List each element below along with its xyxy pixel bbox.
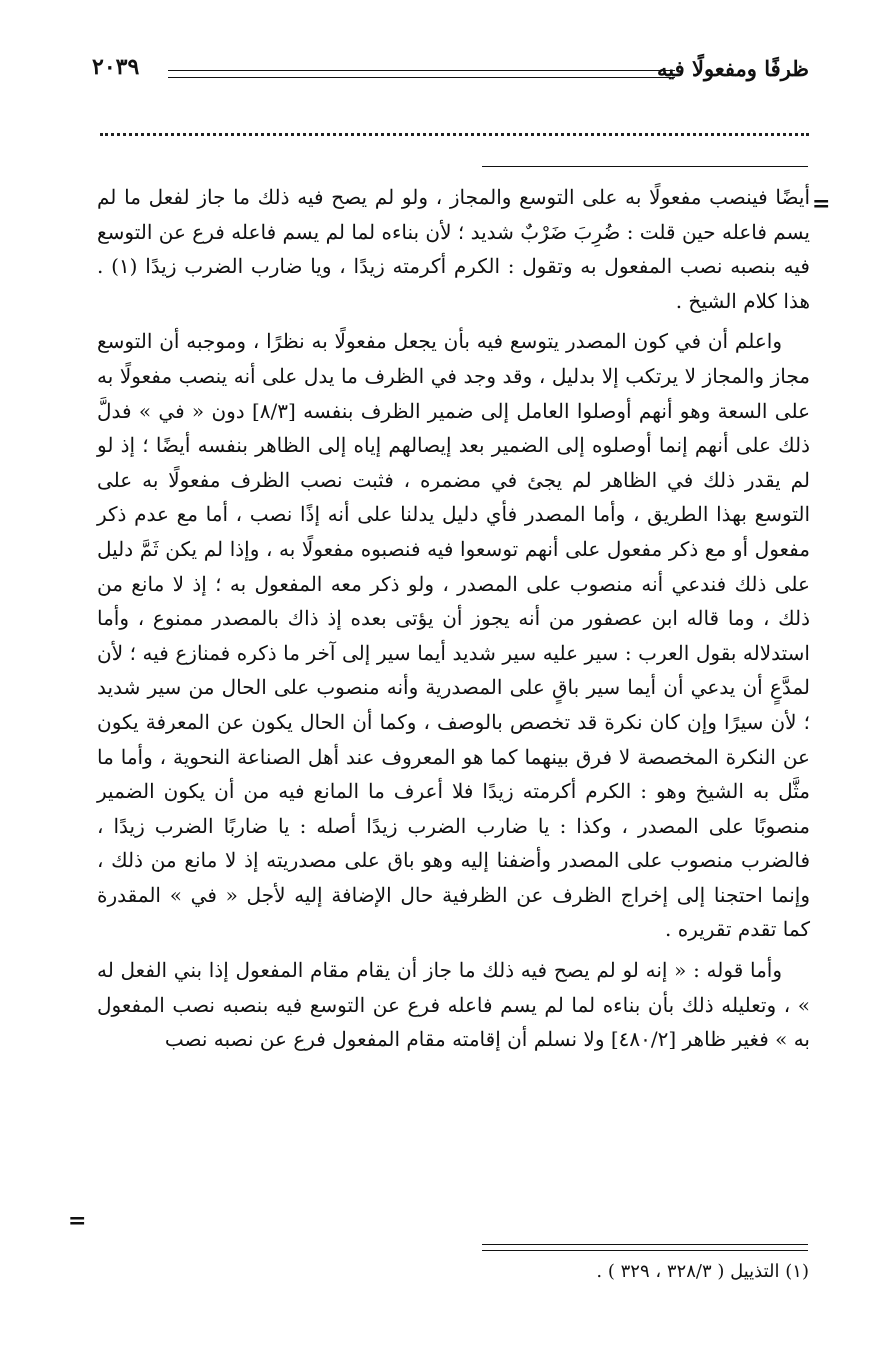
footnote: (١) التذييل ( ٣٢٨/٣ ، ٣٢٩ ) . [596, 1261, 809, 1282]
section-rule [482, 166, 808, 167]
footnote-rule-bottom [482, 1250, 808, 1251]
paragraph-3: وأما قوله : « إنه لو لم يصح فيه ذلك ما جاز أن يقام مقام المفعول إذا بني الفعل له » ، وتعليله ذلك بأن بناءه لما لم يسم فاعله فرع عن التوسع فيه بنصبه نصب المفعول به » فغير ظاهر [٤٨٠/٢] ولا نسلم أن إقامته مقام المفعول فرع عن نصبه نصب [97, 958, 810, 1052]
continuation-mark-end: = [68, 1208, 87, 1234]
paragraph-1: أيضًا فينصب مفعولًا به على التوسع والمجاز ، ولو لم يصح فيه ذلك ما جاز لفعل ما لم يسم فاعله حين قلت : ضُرِبَ ضَرْبٌ شديد ؛ لأن بناءه لما لم يسم فاعله فرع عن التوسع فيه بنصبه نصب المفعول به وتقول : الكرم أكرمته زيدًا ، ويا ضارب الضرب زيدًا (١) . هذا كلام الشيخ . [97, 185, 810, 313]
continuation-mark-start: = [812, 191, 831, 217]
page-number: ٢٠٣٩ [92, 54, 140, 80]
dotted-separator [100, 133, 809, 136]
footnote-rule-top [482, 1244, 808, 1245]
header-rule-bottom [168, 77, 675, 78]
body-text [97, 180, 810, 1057]
paragraph-2: واعلم أن في كون المصدر يتوسع فيه بأن يجعل مفعولًا به نظرًا ، وموجبه أن التوسع مجاز والمجاز لا يرتكب إلا بدليل ، وقد وجد في الظرف ما يدل على أنه ينصب مفعولًا به على السعة وهو أنهم أوصلوا العامل إلى ضمير الظرف بنفسه [٨/٣] دون « في » فدلَّ ذلك على أنهم إنما أوصلوه إلى الضمير بعد إيصالهم إياه إلى الظاهر بنفسه أيضًا ؛ إذ لو لم يقدر ذلك في الظاهر لم يجئ في مضمره ، فثبت نصب الظرف مفعولًا به على التوسع بهذا الطريق ، وأما المصدر فأي دليل يدلنا على أنه إذًا نصب ، أما مع عدم ذكر مفعول أو مع ذكر مفعول على أنهم توسعوا فيه فنصبوه مفعولًا به ، وإذا لم يكن ثَمَّ دليل على ذلك فندعي أنه منصوب على المصدر ، ولو ذكر معه المفعول به ؛ إذ لا مانع من ذلك ، وما قاله ابن عصفور من أنه يجوز أن يؤتى بعده إذ ذاك بالمصدر ممنوع ، وأما استدلاله بقول العرب : سير عليه سير شديد أيما سير إلى آخر ما ذكره فمنازع فيه ؛ لأن لمدَّعٍ أن يدعي أن أيما سير باقٍ على المصدرية وأنه منصوب على الحال من سير شديد ؛ لأن سيرًا وإن كان نكرة قد تخصص بالوصف ، وكما أن الحال يكون عن المعرفة يكون عن النكرة المخصصة لا فرق بينهما كما هو المعروف عند أهل الصناعة النحوية ، وأما ما مثَّل به الشيخ وهو : الكرم أكرمته زيدًا فلا أعرف ما المانع فيه من أن يكون الضمير منصوبًا على المصدر ، وكذا : يا ضارب الضرب زيدًا أصله : يا ضاربًا الضرب زيدًا ، فالضرب منصوب على المصدر وأضفنا إليه وهو باق على مصدريته إذ لا مانع من ذلك ، وإنما احتجنا إلى إخراج الظرف عن الظرفية حال الإضافة إليه لأجل « في » المقدرة كما تقدم تقريره . [97, 329, 810, 942]
running-title: ظرفًا ومفعولًا فيه [657, 56, 809, 81]
header-rule-top [168, 70, 675, 71]
